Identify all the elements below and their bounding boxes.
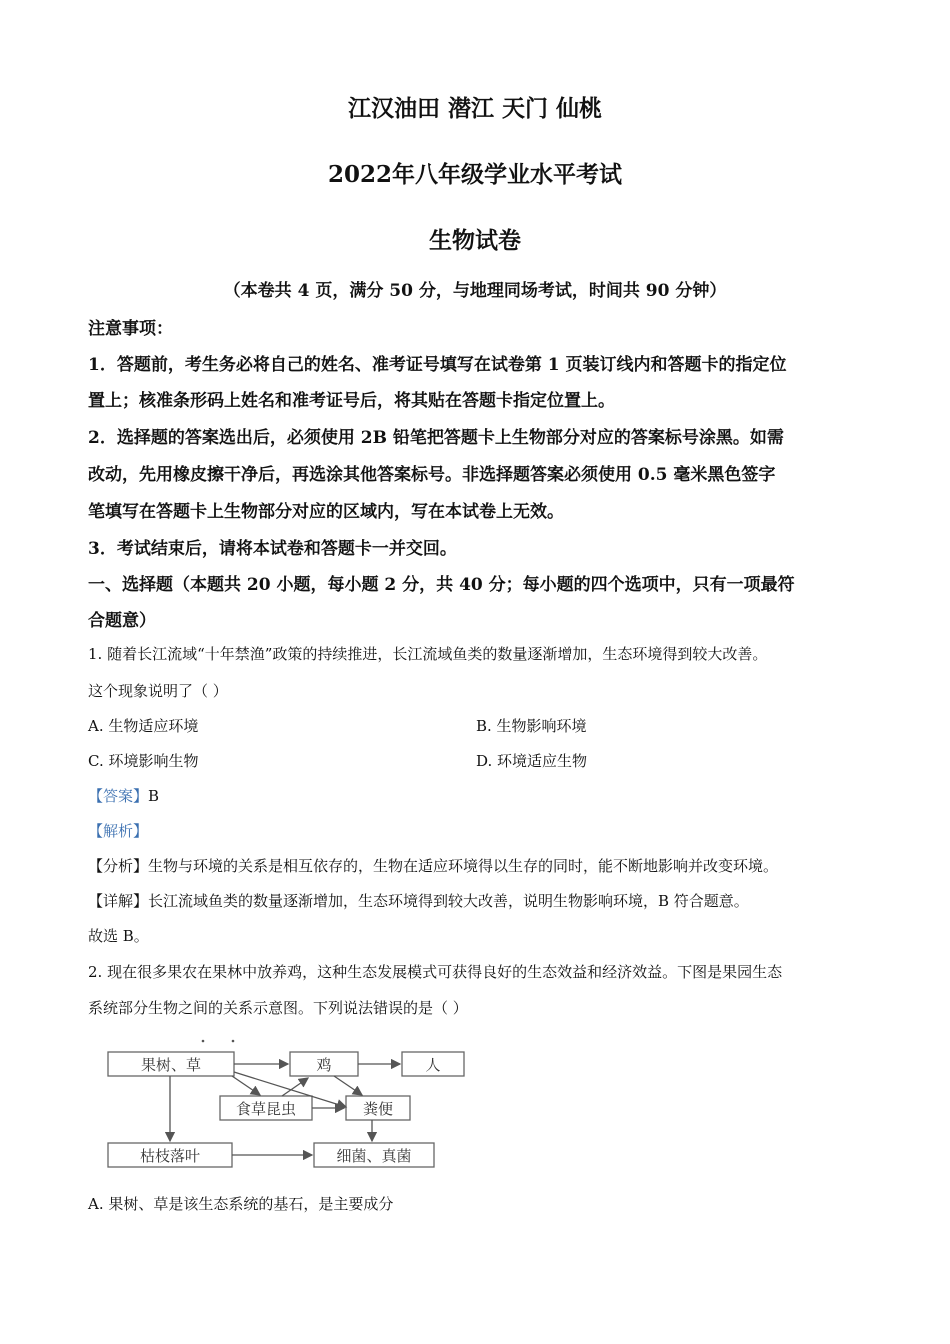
arrow-chicken-manure: [334, 1076, 362, 1095]
label-manure: 粪便: [362, 1100, 394, 1118]
q1-xiangjie-line: [88, 890, 749, 911]
analysis-tag: 【解析】: [88, 822, 149, 840]
q1-option-c: C. 环境影响生物: [88, 752, 199, 770]
answer-value: B: [148, 787, 160, 805]
label-human: 人: [425, 1056, 441, 1074]
q2-stem-line-b: 系统部分生物之间的关系示意图。下列说法错误的是（ ）: [88, 999, 468, 1017]
note-2-line-a: 2．选择题的答案选出后，必须使用 2B 铅笔把答题卡上生物部分对应的答案标号涂黑。如需: [88, 428, 784, 448]
fenxi-text: 生物与环境的关系是相互依存的，生物在适应环境得以生存的同时，能不断地影响并改变环境。: [148, 857, 779, 875]
food-web-diagram: [100, 1035, 480, 1175]
notes-heading: 注意事项：: [88, 319, 173, 339]
note-1-line-b: 置上；核准条形码上姓名和准考证号后，将其贴在答题卡指定位置上。: [88, 391, 615, 411]
section-heading-line-b: 合题意）: [88, 611, 156, 631]
xiangjie-text: 长江流域鱼类的数量逐渐增加，生态环境得到较大改善，说明生物影响环境，B 符合题意。: [148, 892, 749, 910]
q1-stem-line-a: 1. 随着长江流域“十年禁渔”政策的持续推进，长江流域鱼类的数量逐渐增加，生态环境得到较大改善。: [88, 645, 768, 663]
q1-option-b: B. 生物影响环境: [476, 717, 587, 735]
q1-answer-line: [88, 785, 159, 806]
label-chicken: 鸡: [316, 1056, 332, 1074]
q1-option-a: A. 生物适应环境: [88, 717, 199, 735]
q1-fenxi-line: [88, 855, 778, 876]
subject-title: 生物试卷: [429, 227, 521, 254]
fenxi-tag: 【分析】: [88, 857, 149, 875]
label-microbes: 细菌、真菌: [336, 1147, 412, 1165]
note-3: 3．考试结束后，请将本试卷和答题卡一并交回。: [88, 539, 457, 559]
q1-option-d: D. 环境适应生物: [476, 752, 588, 770]
label-insects: 食草昆虫: [235, 1100, 297, 1118]
label-litter: 枯枝落叶: [139, 1147, 201, 1165]
answer-tag: 【答案】: [88, 787, 149, 805]
exam-title: 2022年八年级学业水平考试: [327, 161, 622, 188]
exam-info: （本卷共 4 页，满分 50 分，与地理同场考试，时间共 90 分钟）: [223, 281, 727, 301]
q1-conclusion: 故选 B。: [88, 927, 149, 945]
q2-stem-line-a: 2. 现在很多果农在果林中放养鸡，这种生态发展模式可获得良好的生态效益和经济效益。下图是果园生态: [88, 963, 783, 981]
label-trees-grass: 果树、草: [140, 1056, 202, 1074]
note-1-line-a: 1．答题前，考生务必将自己的姓名、准考证号填写在试卷第 1 页装订线内和答题卡的指定位: [88, 355, 787, 375]
q1-stem-line-b: 这个现象说明了（ ）: [88, 682, 228, 700]
xiangjie-tag: 【详解】: [88, 892, 149, 910]
q2-option-a: A. 果树、草是该生态系统的基石，是主要成分: [88, 1195, 394, 1213]
school-line: 江汉油田 潜江 天门 仙桃: [347, 95, 603, 122]
section-heading-line-a: 一、选择题（本题共 20 小题，每小题 2 分，共 40 分；每小题的四个选项中，只有一项最符: [88, 575, 795, 595]
note-2-line-b: 改动，先用橡皮擦干净后，再选涂其他答案标号。非选择题答案必须使用 0.5 毫米黑色签字: [88, 465, 776, 485]
note-2-line-c: 笔填写在答题卡上生物部分对应的区域内，写在本试卷上无效。: [88, 502, 564, 522]
